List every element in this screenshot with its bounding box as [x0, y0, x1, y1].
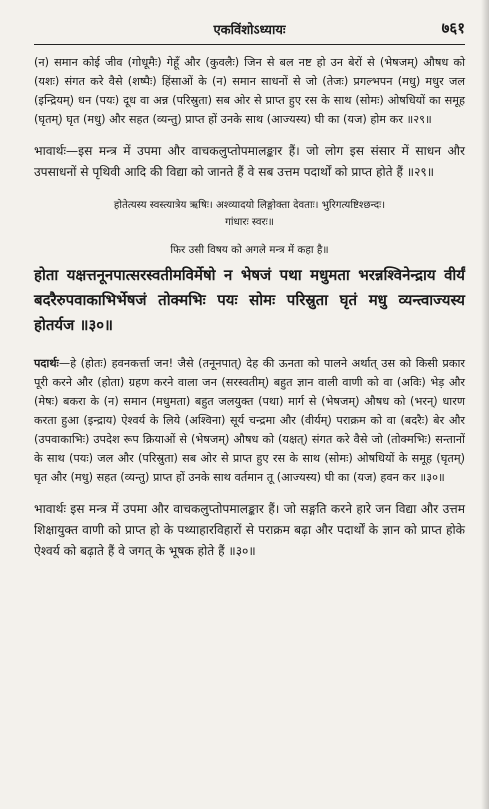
padartha-continued: (न) समान कोई जीव (गोधूमैः) गेहूँ और (कुवलैः) जिन से बल नष्ट हो उन बेरों से (भेषजम्) औषध को (यशः) संगत करे वैसे (शष्पैः) हिंसाओं के (न) समान साधनों से जो (तेजः) प्रगल्भपन (मधु) मधुर जल (इन्द्रियम्) धन (पयः) दूध वा अन्न (परिस्रुता) सब ओर से प्राप्त हुए रस के साथ (सोमः) ओषधियों का समूह (घृतम्) घृत (मधु) और सहत (व्यन्तु) प्राप्त हों उनके साथ (आज्यस्य) घी का (यज) होम कर ॥२९॥	[34, 56, 465, 126]
bhavartha-30: भावार्थः इस मन्त्र में उपमा और वाचकलुप्तोपमालङ्कार हैं। जो सङ्गति करने हारे जन विद्या और उत्तम शिक्षायुक्त वाणी को प्राप्त हो के पथ्याहारविहारों से पराक्रम बढ़ा और पदार्थों के ज्ञान को प्राप्त होके ऐश्वर्य को बढ़ाते हैं वे जगत् के भूषक होते हैं ॥३०॥	[34, 502, 465, 558]
page-number: ७६१	[441, 19, 465, 37]
padartha-30	[34, 354, 465, 487]
mantra-metadata	[34, 197, 465, 231]
header-rule	[34, 44, 465, 45]
metadata-rishi-devata: होतेत्यस्य स्वस्त्यात्रेय ऋषिः। अश्व्यादयो लिङ्गोक्ता देवताः। भुरिगत्यष्टिश्छन्दः।	[113, 200, 386, 211]
chapter-title: एकविंशोऽध्यायः	[213, 23, 286, 38]
mantra-intro: फिर उसी विषय को अगले मन्त्र में कहा है॥	[170, 244, 329, 256]
metadata-svara: गांधारः स्वरः॥	[225, 217, 274, 228]
mantra-30: होता यक्षत्तनूनपात्सरस्वतीमविर्मेषो न भेषजं पथा मधुमता भरन्नश्विनेन्द्राय वीर्यं बदरैरुपवाकाभिर्भेषजं तोक्मभिः पयः सोमः परिस्रुता घृतं मधु व्यन्त्वाज्यस्य होतर्यज ॥३०॥	[34, 266, 465, 334]
padartha-label: पदार्थः	[34, 357, 59, 370]
bhavartha-29: भावार्थः—इस मन्त्र में उपमा और वाचकलुप्तोपमालङ्कार हैं। जो लोग इस संसार में साधन और उपसाधनों से पृथिवी आदि की विद्या को जानते हैं वे सब उत्तम पदार्थों को प्राप्त होते हैं ॥२९॥	[34, 144, 465, 179]
page-edge-shadow	[481, 0, 489, 809]
padartha-text: —हे (होतः) हवनकर्त्ता जन! जैसे (तनूनपात्) देह की ऊनता को पालने अर्थात् उस को किसी प्रकार पूरी करने और (होता) ग्रहण करने वाला जन (सरस्वतीम्) बहुत ज्ञान वाली वाणी को वा (अविः) भेड़ और (मेषः) बकरा के (न) समान (मधुमता) बहुत जलयुक्त (पथा) मार्ग से (भेषजम्) औषध को (भरन्) धारण करता हुआ (इन्द्राय) ऐश्वर्य के लिये (अश्विना) सूर्य चन्द्रमा और (वीर्यम्) पराक्रम को वा (बदरैः) बेर और (उपवाकाभिः) उपदेश रूप क्रियाओं से (भेषजम्) औषध को (यक्षत्) संगत करे वैसे जो (तोक्मभिः) सन्तानों के साथ (पयः) जल और (परिस्रुता) सब ओर से प्राप्त हुए रस के साथ (सोमः) ओषधियों के समूह (घृतम्) घृत और (मधु) सहत (व्यन्तु) प्राप्त हों उनके साथ वर्तमान तू (आज्यस्य) घी का (यज) हवन कर ॥३०॥	[34, 357, 465, 484]
page-header	[34, 18, 465, 42]
